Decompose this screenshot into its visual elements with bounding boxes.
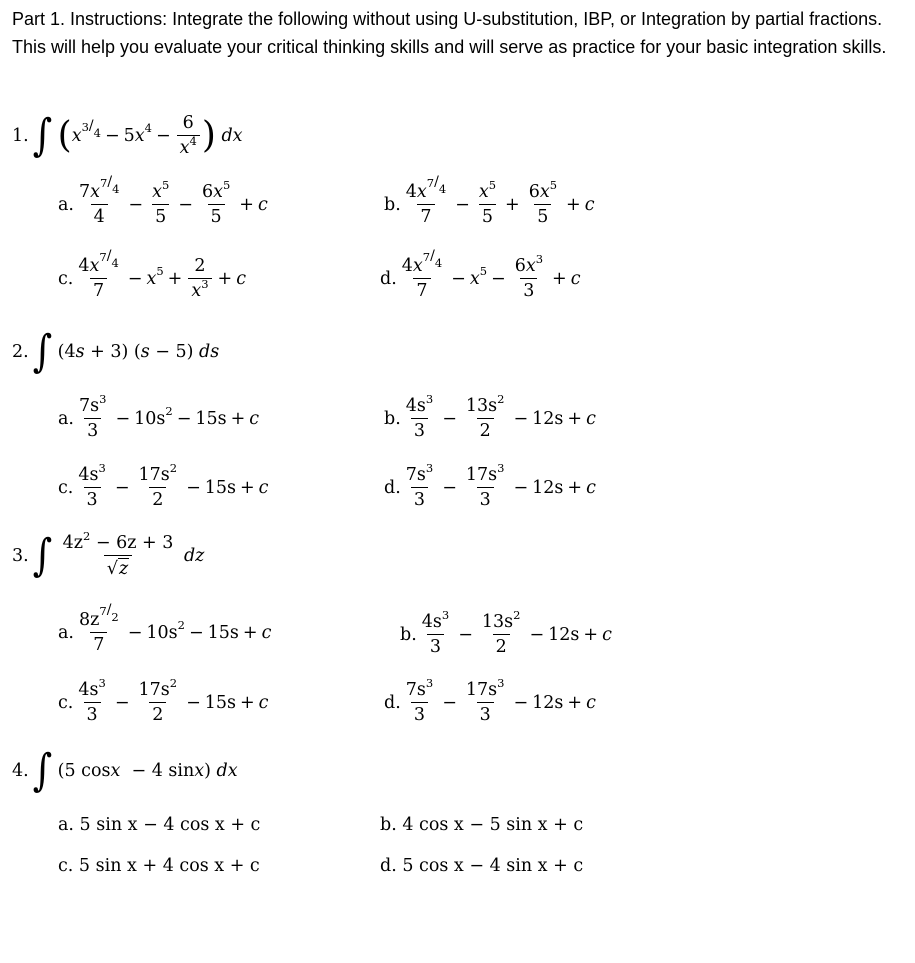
question-4-integral: 4. ∫ (5 cos x − 4 sin x ) dx [12,745,238,796]
question-2-option-d: d. $\frac{7s^3}{3}$ − $\frac{17s^3}{3}$ − 12s + c [384,461,596,510]
option-letter: d. [384,477,401,498]
question-1-number: 1. [12,125,29,146]
option-letter: b. [400,624,417,645]
question-1-option-a: a. 7x 7 / 4 4 − $\frac{x^5}{5}$ − $\frac{6x^5}{5}$ + c [58,174,268,227]
question-3-option-d: d. $\frac{7s^3}{3}$ − $\frac{17s^3}{3}$ − 12s + c [384,676,596,725]
question-4-option-d: d. 5 cos x − 4 sin x + c [380,856,584,876]
question-1-option-d: d. 4x 7 / 4 7 − x $^5$ − $\frac{6x^3}{3}$ + c [380,248,581,301]
question-1-option-c: c. 4x 7 / 4 7 − x $^5$ + $\frac{2}{x^3}$ + c [58,248,246,301]
question-4-option-b: b. 4 cos x − 5 sin x + c [380,815,584,835]
question-3-option-c: c. $\frac{4s^3}{3}$ − $\frac{17s^2}{2}$ − 15s + c [58,676,269,725]
question-2-integral: 2. ∫ (4 s + 3) ( s − 5) ds [12,326,220,377]
option-letter: d. [384,692,401,713]
question-2-option-b: b. $\frac{4s^3}{3}$ − $\frac{13s^2}{2}$ − 12s + c [384,392,596,441]
option-letter: a. [58,622,74,643]
question-2-option-a: a. $\frac{7s^3}{3}$ − 10s $^2$ − 15s + c [58,392,260,441]
question-2-option-c: c. $\frac{4s^3}{3}$ − $\frac{17s^2}{2}$ − 15s + c [58,461,269,510]
option-letter: b. [384,408,401,429]
option-letter: b. [384,194,401,215]
integral-sign-icon: ∫ [32,745,52,796]
integral-sign-icon: ∫ [32,326,52,377]
option-letter: c. [58,692,74,713]
question-4-number: 4. [12,761,29,781]
integral-sign-icon: ∫ [32,109,52,161]
question-3-integral: 3. ∫ $\frac{4z^2 - 6z + 3}{√z}$ dz [12,529,205,581]
option-letter: c. [58,477,74,498]
option-letter: c. [58,268,74,289]
option-letter: a. [58,194,74,215]
question-3-option-a: a. 8z 7 / 2 7 − 10s $^2$ − 15s + c [58,602,272,655]
integral-sign-icon: ∫ [32,530,52,581]
option-letter: a. [58,408,74,429]
question-4-option-c: c. 5 sin x + 4 cos x + c [58,856,260,876]
question-2-number: 2. [12,342,29,362]
instructions-paragraph: Part 1. Instructions: Integrate the following without using U-substitution, IBP, or Integration by partial fractions. This will help you evaluate your critical thinking skills and will serve as practice for your basic integration skills. [12,9,887,57]
question-1-integral: 1. ∫ ( x 3 / 4 − 5 x $^4$ − $\frac{6}{x^4}$ ) dx [12,109,243,161]
question-3-option-b: b. $\frac{4s^3}{3}$ − $\frac{13s^2}{2}$ − 12s + c [400,608,612,657]
square-root-icon: √z [106,559,129,579]
question-3-number: 3. [12,546,29,566]
option-letter: d. [380,268,397,289]
question-1-option-b: b. 4x 7 / 4 7 − $\frac{x^5}{5}$ + $\frac{6x^5}{5}$ + c [384,174,595,227]
question-4-option-a: a. 5 sin x − 4 cos x + c [58,815,261,835]
